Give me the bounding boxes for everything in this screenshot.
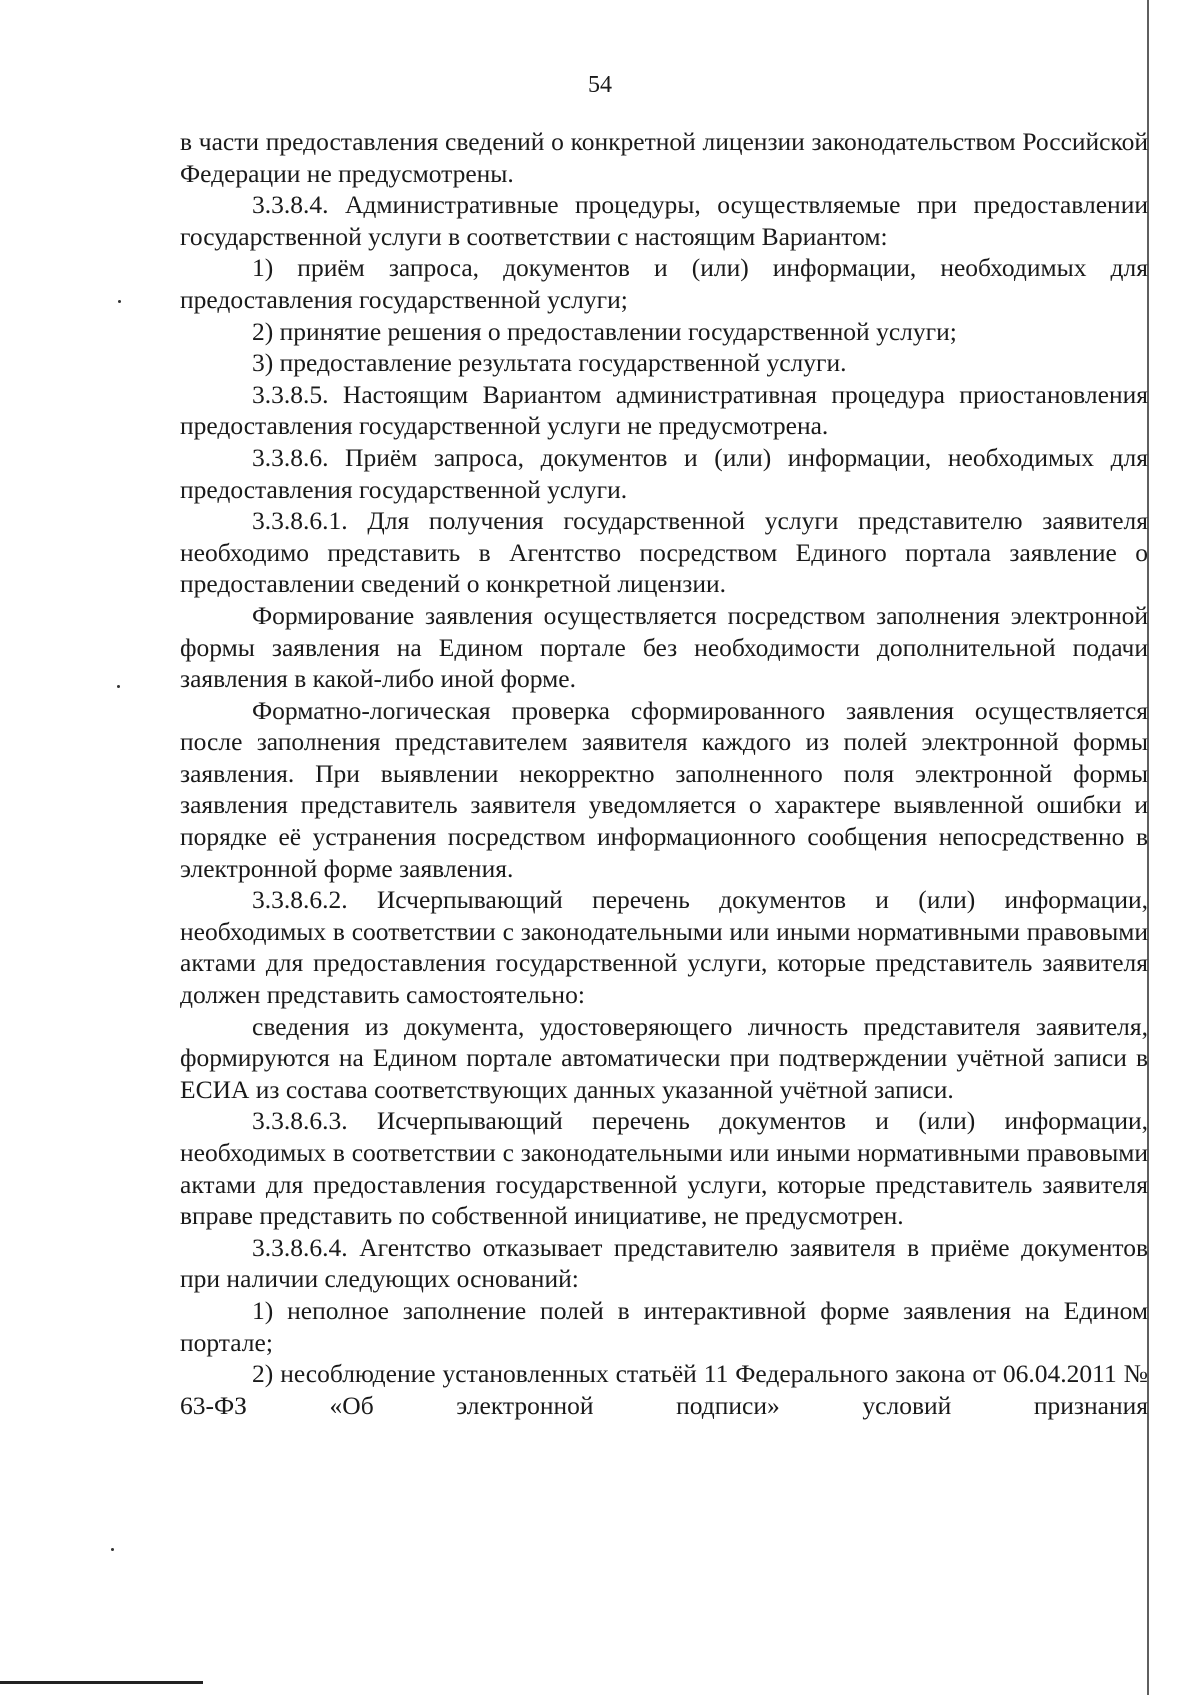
- paragraph: 3.3.8.5. Настоящим Вариантом административная процедура приостановления предоставления государственной услуги не предусмотрена.: [180, 379, 1148, 441]
- scan-speck: [111, 1548, 114, 1551]
- paragraph: в части предоставления сведений о конкретной лицензии законодательством Российской Федерации не предусмотрены.: [180, 127, 1148, 188]
- paragraph: 2) несоблюдение установленных статьёй 11 Федерального закона от 06.04.2011 № 63-ФЗ «Об электронной подписи» условий признания: [180, 1359, 1148, 1420]
- paragraph: Формирование заявления осуществляется посредством заполнения электронной формы заявления на Едином портале без необходимости дополнительной подачи заявления в какой-либо иной форме.: [180, 600, 1148, 694]
- paragraph: 3.3.8.6. Приём запроса, документов и (или) информации, необходимых для предоставления государственной услуги.: [180, 442, 1148, 504]
- document-body: [180, 126, 1148, 1421]
- paragraph: 2) принятие решения о предоставлении государственной услуги;: [252, 316, 957, 346]
- paragraph: 3.3.8.6.2. Исчерпывающий перечень документов и (или) информации, необходимых в соответствии с законодательными или иными нормативными правовыми актами для предоставления государственной услуги, которые представитель заявителя должен представить самостоятельно:: [180, 885, 1148, 1010]
- page-number: 54: [588, 72, 612, 98]
- paragraph: 1) неполное заполнение полей в интерактивной форме заявления на Едином портале;: [180, 1295, 1148, 1357]
- paragraph: 3.3.8.4. Административные процедуры, осуществляемые при предоставлении государственной услуги в соответствии с настоящим Вариантом:: [180, 190, 1148, 251]
- scan-bottom-line: [0, 1681, 203, 1684]
- paragraph: Форматно-логическая проверка сформированного заявления осуществляется после заполнения представителем заявителя каждого из полей электронной формы заявления. При выявлении некорректно заполненного поля электронной формы заявления представитель заявителя уведомляется о характере выявленной ошибки и порядке её устранения посредством информационного сообщения непосредственно в электронной форме заявления.: [180, 695, 1148, 883]
- paragraph: 3.3.8.6.3. Исчерпывающий перечень документов и (или) информации, необходимых в соответствии с законодательными или иными нормативными правовыми актами для предоставления государственной услуги, которые представитель заявителя вправе представить по собственной инициативе, не предусмотрен.: [180, 1106, 1148, 1231]
- scan-speck: [117, 685, 120, 688]
- paragraph: 3.3.8.6.1. Для получения государственной услуги представителю заявителя необходимо представить в Агентство посредством Единого портала заявление о предоставлении сведений о конкретной лицензии.: [180, 506, 1148, 599]
- paragraph: 3) предоставление результата государственной услуги.: [252, 348, 847, 378]
- paragraph: 1) приём запроса, документов и (или) информации, необходимых для предоставления государственной услуги;: [180, 253, 1148, 314]
- paragraph: сведения из документа, удостоверяющего личность представителя заявителя, формируются на Едином портале автоматически при подтверждении учётной записи в ЕСИА из состава соответствующих данных указанной учётной записи.: [180, 1011, 1148, 1104]
- paragraph: 3.3.8.6.4. Агентство отказывает представителю заявителя в приёме документов при наличии следующих оснований:: [180, 1232, 1148, 1294]
- scan-speck: [118, 300, 121, 303]
